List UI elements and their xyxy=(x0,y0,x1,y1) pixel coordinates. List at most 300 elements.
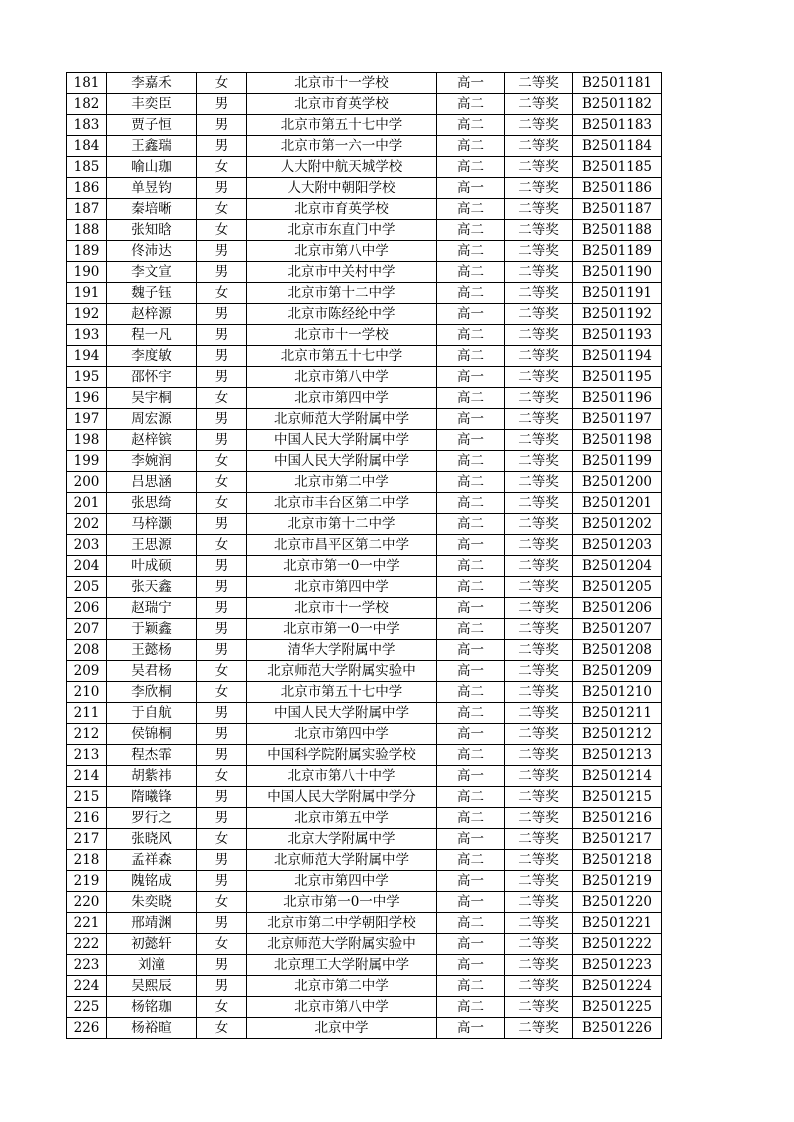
name-cell: 赵梓源 xyxy=(107,304,197,325)
row-number-cell: 198 xyxy=(67,430,107,451)
gender-cell: 女 xyxy=(197,766,247,787)
award-cell: 二等奖 xyxy=(505,871,573,892)
name-cell: 朱奕晓 xyxy=(107,892,197,913)
name-cell: 张天鑫 xyxy=(107,577,197,598)
gender-cell: 女 xyxy=(197,388,247,409)
school-cell: 北京市丰台区第二中学 xyxy=(247,493,437,514)
row-number-cell: 223 xyxy=(67,955,107,976)
grade-cell: 高二 xyxy=(437,262,505,283)
gender-cell: 男 xyxy=(197,241,247,262)
school-cell: 北京理工大学附属中学 xyxy=(247,955,437,976)
school-cell: 北京市第八中学 xyxy=(247,241,437,262)
gender-cell: 男 xyxy=(197,976,247,997)
grade-cell: 高二 xyxy=(437,241,505,262)
award-cell: 二等奖 xyxy=(505,199,573,220)
award-cell: 二等奖 xyxy=(505,787,573,808)
row-number-cell: 207 xyxy=(67,619,107,640)
row-number-cell: 205 xyxy=(67,577,107,598)
gender-cell: 女 xyxy=(197,934,247,955)
certificate-id-cell: B2501199 xyxy=(573,451,662,472)
table-row xyxy=(67,892,662,913)
award-cell: 二等奖 xyxy=(505,577,573,598)
gender-cell: 男 xyxy=(197,325,247,346)
certificate-id-cell: B2501188 xyxy=(573,220,662,241)
table-row xyxy=(67,787,662,808)
certificate-id-cell: B2501189 xyxy=(573,241,662,262)
table-row xyxy=(67,556,662,577)
school-cell: 北京市第八中学 xyxy=(247,367,437,388)
grade-cell: 高二 xyxy=(437,997,505,1018)
award-cell: 二等奖 xyxy=(505,766,573,787)
row-number-cell: 217 xyxy=(67,829,107,850)
school-cell: 北京市育英学校 xyxy=(247,94,437,115)
certificate-id-cell: B2501208 xyxy=(573,640,662,661)
grade-cell: 高一 xyxy=(437,535,505,556)
row-number-cell: 226 xyxy=(67,1018,107,1039)
gender-cell: 男 xyxy=(197,955,247,976)
gender-cell: 男 xyxy=(197,640,247,661)
table-row xyxy=(67,94,662,115)
row-number-cell: 211 xyxy=(67,703,107,724)
name-cell: 李文宣 xyxy=(107,262,197,283)
grade-cell: 高二 xyxy=(437,556,505,577)
school-cell: 北京师范大学附属实验中 xyxy=(247,661,437,682)
school-cell: 北京市中关村中学 xyxy=(247,262,437,283)
table-row xyxy=(67,745,662,766)
table-row xyxy=(67,682,662,703)
name-cell: 马梓灏 xyxy=(107,514,197,535)
award-cell: 二等奖 xyxy=(505,1018,573,1039)
name-cell: 吴君杨 xyxy=(107,661,197,682)
row-number-cell: 201 xyxy=(67,493,107,514)
row-number-cell: 222 xyxy=(67,934,107,955)
certificate-id-cell: B2501194 xyxy=(573,346,662,367)
award-cell: 二等奖 xyxy=(505,220,573,241)
gender-cell: 男 xyxy=(197,703,247,724)
award-cell: 二等奖 xyxy=(505,556,573,577)
award-cell: 二等奖 xyxy=(505,976,573,997)
gender-cell: 女 xyxy=(197,157,247,178)
table-row xyxy=(67,136,662,157)
certificate-id-cell: B2501198 xyxy=(573,430,662,451)
school-cell: 北京中学 xyxy=(247,1018,437,1039)
school-cell: 北京市第四中学 xyxy=(247,724,437,745)
school-cell: 北京市育英学校 xyxy=(247,199,437,220)
gender-cell: 男 xyxy=(197,430,247,451)
grade-cell: 高二 xyxy=(437,787,505,808)
row-number-cell: 218 xyxy=(67,850,107,871)
gender-cell: 女 xyxy=(197,472,247,493)
name-cell: 隗铭成 xyxy=(107,871,197,892)
school-cell: 北京师范大学附属中学 xyxy=(247,850,437,871)
school-cell: 北京师范大学附属中学 xyxy=(247,409,437,430)
row-number-cell: 181 xyxy=(67,73,107,94)
certificate-id-cell: B2501187 xyxy=(573,199,662,220)
row-number-cell: 200 xyxy=(67,472,107,493)
grade-cell: 高二 xyxy=(437,808,505,829)
certificate-id-cell: B2501219 xyxy=(573,871,662,892)
award-cell: 二等奖 xyxy=(505,745,573,766)
table-row xyxy=(67,73,662,94)
grade-cell: 高一 xyxy=(437,178,505,199)
row-number-cell: 202 xyxy=(67,514,107,535)
name-cell: 李度敏 xyxy=(107,346,197,367)
gender-cell: 女 xyxy=(197,535,247,556)
table-row xyxy=(67,304,662,325)
table-row xyxy=(67,157,662,178)
row-number-cell: 208 xyxy=(67,640,107,661)
award-cell: 二等奖 xyxy=(505,283,573,304)
school-cell: 北京市第二中学朝阳学校 xyxy=(247,913,437,934)
gender-cell: 男 xyxy=(197,115,247,136)
grade-cell: 高一 xyxy=(437,304,505,325)
table-row xyxy=(67,997,662,1018)
row-number-cell: 210 xyxy=(67,682,107,703)
school-cell: 北京市第二中学 xyxy=(247,976,437,997)
gender-cell: 女 xyxy=(197,661,247,682)
name-cell: 邵怀宇 xyxy=(107,367,197,388)
row-number-cell: 194 xyxy=(67,346,107,367)
gender-cell: 男 xyxy=(197,619,247,640)
certificate-id-cell: B2501221 xyxy=(573,913,662,934)
row-number-cell: 186 xyxy=(67,178,107,199)
gender-cell: 女 xyxy=(197,493,247,514)
name-cell: 胡紫祎 xyxy=(107,766,197,787)
grade-cell: 高二 xyxy=(437,325,505,346)
award-cell: 二等奖 xyxy=(505,703,573,724)
certificate-id-cell: B2501190 xyxy=(573,262,662,283)
table-row xyxy=(67,535,662,556)
grade-cell: 高一 xyxy=(437,367,505,388)
certificate-id-cell: B2501182 xyxy=(573,94,662,115)
certificate-id-cell: B2501217 xyxy=(573,829,662,850)
award-cell: 二等奖 xyxy=(505,808,573,829)
certificate-id-cell: B2501206 xyxy=(573,598,662,619)
name-cell: 隋曦锋 xyxy=(107,787,197,808)
name-cell: 叶成硕 xyxy=(107,556,197,577)
certificate-id-cell: B2501213 xyxy=(573,745,662,766)
row-number-cell: 220 xyxy=(67,892,107,913)
certificate-id-cell: B2501202 xyxy=(573,514,662,535)
grade-cell: 高二 xyxy=(437,157,505,178)
grade-cell: 高二 xyxy=(437,283,505,304)
name-cell: 王思源 xyxy=(107,535,197,556)
gender-cell: 男 xyxy=(197,577,247,598)
award-cell: 二等奖 xyxy=(505,262,573,283)
grade-cell: 高二 xyxy=(437,850,505,871)
row-number-cell: 193 xyxy=(67,325,107,346)
gender-cell: 男 xyxy=(197,808,247,829)
table-row xyxy=(67,640,662,661)
school-cell: 北京市第五十七中学 xyxy=(247,115,437,136)
school-cell: 北京市东直门中学 xyxy=(247,220,437,241)
award-cell: 二等奖 xyxy=(505,850,573,871)
gender-cell: 女 xyxy=(197,892,247,913)
grade-cell: 高一 xyxy=(437,430,505,451)
certificate-id-cell: B2501200 xyxy=(573,472,662,493)
name-cell: 程杰霏 xyxy=(107,745,197,766)
name-cell: 单昱钧 xyxy=(107,178,197,199)
name-cell: 王鑫瑞 xyxy=(107,136,197,157)
grade-cell: 高二 xyxy=(437,115,505,136)
school-cell: 北京市昌平区第二中学 xyxy=(247,535,437,556)
school-cell: 北京市第五中学 xyxy=(247,808,437,829)
award-cell: 二等奖 xyxy=(505,514,573,535)
name-cell: 丰奕臣 xyxy=(107,94,197,115)
award-cell: 二等奖 xyxy=(505,934,573,955)
gender-cell: 女 xyxy=(197,73,247,94)
grade-cell: 高一 xyxy=(437,598,505,619)
row-number-cell: 182 xyxy=(67,94,107,115)
school-cell: 北京市十一学校 xyxy=(247,73,437,94)
table-row xyxy=(67,199,662,220)
grade-cell: 高一 xyxy=(437,829,505,850)
grade-cell: 高二 xyxy=(437,745,505,766)
certificate-id-cell: B2501183 xyxy=(573,115,662,136)
certificate-id-cell: B2501192 xyxy=(573,304,662,325)
grade-cell: 高一 xyxy=(437,661,505,682)
row-number-cell: 221 xyxy=(67,913,107,934)
table-row xyxy=(67,346,662,367)
row-number-cell: 187 xyxy=(67,199,107,220)
name-cell: 于颖鑫 xyxy=(107,619,197,640)
name-cell: 喻山珈 xyxy=(107,157,197,178)
award-cell: 二等奖 xyxy=(505,724,573,745)
row-number-cell: 185 xyxy=(67,157,107,178)
row-number-cell: 196 xyxy=(67,388,107,409)
school-cell: 北京市第四中学 xyxy=(247,871,437,892)
award-cell: 二等奖 xyxy=(505,73,573,94)
grade-cell: 高二 xyxy=(437,976,505,997)
table-row xyxy=(67,472,662,493)
name-cell: 魏子钰 xyxy=(107,283,197,304)
school-cell: 北京市第四中学 xyxy=(247,577,437,598)
table-row xyxy=(67,283,662,304)
award-table-body xyxy=(67,73,662,1039)
school-cell: 中国人民大学附属中学分 xyxy=(247,787,437,808)
award-cell: 二等奖 xyxy=(505,661,573,682)
row-number-cell: 195 xyxy=(67,367,107,388)
gender-cell: 女 xyxy=(197,283,247,304)
award-cell: 二等奖 xyxy=(505,451,573,472)
grade-cell: 高一 xyxy=(437,1018,505,1039)
gender-cell: 女 xyxy=(197,1018,247,1039)
table-row xyxy=(67,934,662,955)
table-row xyxy=(67,430,662,451)
grade-cell: 高二 xyxy=(437,619,505,640)
name-cell: 刘潼 xyxy=(107,955,197,976)
gender-cell: 男 xyxy=(197,787,247,808)
row-number-cell: 225 xyxy=(67,997,107,1018)
row-number-cell: 199 xyxy=(67,451,107,472)
grade-cell: 高二 xyxy=(437,451,505,472)
certificate-id-cell: B2501210 xyxy=(573,682,662,703)
row-number-cell: 197 xyxy=(67,409,107,430)
name-cell: 贾子恒 xyxy=(107,115,197,136)
award-cell: 二等奖 xyxy=(505,598,573,619)
award-cell: 二等奖 xyxy=(505,997,573,1018)
grade-cell: 高二 xyxy=(437,514,505,535)
school-cell: 北京市第一0一中学 xyxy=(247,556,437,577)
grade-cell: 高二 xyxy=(437,94,505,115)
certificate-id-cell: B2501195 xyxy=(573,367,662,388)
school-cell: 北京市第十二中学 xyxy=(247,514,437,535)
grade-cell: 高二 xyxy=(437,703,505,724)
award-cell: 二等奖 xyxy=(505,304,573,325)
grade-cell: 高一 xyxy=(437,892,505,913)
name-cell: 赵瑞宁 xyxy=(107,598,197,619)
grade-cell: 高一 xyxy=(437,640,505,661)
row-number-cell: 215 xyxy=(67,787,107,808)
grade-cell: 高一 xyxy=(437,766,505,787)
gender-cell: 男 xyxy=(197,262,247,283)
award-cell: 二等奖 xyxy=(505,682,573,703)
table-row xyxy=(67,619,662,640)
certificate-id-cell: B2501225 xyxy=(573,997,662,1018)
name-cell: 王懿杨 xyxy=(107,640,197,661)
table-row xyxy=(67,703,662,724)
row-number-cell: 209 xyxy=(67,661,107,682)
school-cell: 中国科学院附属实验学校 xyxy=(247,745,437,766)
table-row xyxy=(67,325,662,346)
certificate-id-cell: B2501204 xyxy=(573,556,662,577)
name-cell: 张知晗 xyxy=(107,220,197,241)
grade-cell: 高一 xyxy=(437,73,505,94)
table-row xyxy=(67,178,662,199)
name-cell: 李欣桐 xyxy=(107,682,197,703)
name-cell: 张晓风 xyxy=(107,829,197,850)
table-row xyxy=(67,976,662,997)
grade-cell: 高二 xyxy=(437,682,505,703)
certificate-id-cell: B2501181 xyxy=(573,73,662,94)
table-row xyxy=(67,220,662,241)
row-number-cell: 216 xyxy=(67,808,107,829)
award-cell: 二等奖 xyxy=(505,829,573,850)
school-cell: 北京师范大学附属实验中 xyxy=(247,934,437,955)
school-cell: 北京市第一0一中学 xyxy=(247,892,437,913)
name-cell: 于自航 xyxy=(107,703,197,724)
certificate-id-cell: B2501214 xyxy=(573,766,662,787)
grade-cell: 高一 xyxy=(437,871,505,892)
gender-cell: 女 xyxy=(197,451,247,472)
grade-cell: 高二 xyxy=(437,577,505,598)
school-cell: 北京市第一0一中学 xyxy=(247,619,437,640)
gender-cell: 女 xyxy=(197,220,247,241)
school-cell: 北京市第八中学 xyxy=(247,997,437,1018)
row-number-cell: 189 xyxy=(67,241,107,262)
row-number-cell: 219 xyxy=(67,871,107,892)
school-cell: 北京市第四中学 xyxy=(247,388,437,409)
grade-cell: 高二 xyxy=(437,472,505,493)
award-cell: 二等奖 xyxy=(505,325,573,346)
table-row xyxy=(67,262,662,283)
award-cell: 二等奖 xyxy=(505,409,573,430)
name-cell: 邢靖渊 xyxy=(107,913,197,934)
table-row xyxy=(67,367,662,388)
table-row xyxy=(67,724,662,745)
award-table xyxy=(66,72,662,1039)
gender-cell: 女 xyxy=(197,199,247,220)
award-cell: 二等奖 xyxy=(505,388,573,409)
certificate-id-cell: B2501211 xyxy=(573,703,662,724)
certificate-id-cell: B2501185 xyxy=(573,157,662,178)
table-row xyxy=(67,388,662,409)
certificate-id-cell: B2501226 xyxy=(573,1018,662,1039)
name-cell: 吴熙辰 xyxy=(107,976,197,997)
row-number-cell: 190 xyxy=(67,262,107,283)
grade-cell: 高二 xyxy=(437,346,505,367)
name-cell: 罗行之 xyxy=(107,808,197,829)
award-cell: 二等奖 xyxy=(505,493,573,514)
certificate-id-cell: B2501196 xyxy=(573,388,662,409)
row-number-cell: 206 xyxy=(67,598,107,619)
award-cell: 二等奖 xyxy=(505,94,573,115)
name-cell: 秦培晰 xyxy=(107,199,197,220)
table-row xyxy=(67,409,662,430)
name-cell: 程一凡 xyxy=(107,325,197,346)
table-row xyxy=(67,493,662,514)
award-cell: 二等奖 xyxy=(505,367,573,388)
grade-cell: 高一 xyxy=(437,724,505,745)
table-row xyxy=(67,829,662,850)
certificate-id-cell: B2501197 xyxy=(573,409,662,430)
certificate-id-cell: B2501207 xyxy=(573,619,662,640)
gender-cell: 男 xyxy=(197,346,247,367)
row-number-cell: 192 xyxy=(67,304,107,325)
certificate-id-cell: B2501215 xyxy=(573,787,662,808)
table-row xyxy=(67,577,662,598)
award-cell: 二等奖 xyxy=(505,640,573,661)
school-cell: 北京市十一学校 xyxy=(247,598,437,619)
name-cell: 侯锦桐 xyxy=(107,724,197,745)
school-cell: 人大附中朝阳学校 xyxy=(247,178,437,199)
award-cell: 二等奖 xyxy=(505,178,573,199)
row-number-cell: 224 xyxy=(67,976,107,997)
name-cell: 张思绮 xyxy=(107,493,197,514)
certificate-id-cell: B2501201 xyxy=(573,493,662,514)
name-cell: 赵梓镔 xyxy=(107,430,197,451)
gender-cell: 女 xyxy=(197,829,247,850)
gender-cell: 男 xyxy=(197,367,247,388)
gender-cell: 男 xyxy=(197,409,247,430)
grade-cell: 高二 xyxy=(437,493,505,514)
name-cell: 杨铭珈 xyxy=(107,997,197,1018)
certificate-id-cell: B2501184 xyxy=(573,136,662,157)
gender-cell: 男 xyxy=(197,304,247,325)
grade-cell: 高一 xyxy=(437,955,505,976)
gender-cell: 男 xyxy=(197,178,247,199)
certificate-id-cell: B2501216 xyxy=(573,808,662,829)
award-cell: 二等奖 xyxy=(505,136,573,157)
school-cell: 中国人民大学附属中学 xyxy=(247,430,437,451)
award-cell: 二等奖 xyxy=(505,472,573,493)
certificate-id-cell: B2501218 xyxy=(573,850,662,871)
award-cell: 二等奖 xyxy=(505,115,573,136)
name-cell: 周宏源 xyxy=(107,409,197,430)
table-row xyxy=(67,514,662,535)
grade-cell: 高二 xyxy=(437,388,505,409)
school-cell: 北京市第五十七中学 xyxy=(247,346,437,367)
table-row xyxy=(67,808,662,829)
gender-cell: 男 xyxy=(197,598,247,619)
school-cell: 中国人民大学附属中学 xyxy=(247,451,437,472)
table-row xyxy=(67,766,662,787)
row-number-cell: 184 xyxy=(67,136,107,157)
award-cell: 二等奖 xyxy=(505,535,573,556)
gender-cell: 男 xyxy=(197,724,247,745)
row-number-cell: 188 xyxy=(67,220,107,241)
row-number-cell: 203 xyxy=(67,535,107,556)
